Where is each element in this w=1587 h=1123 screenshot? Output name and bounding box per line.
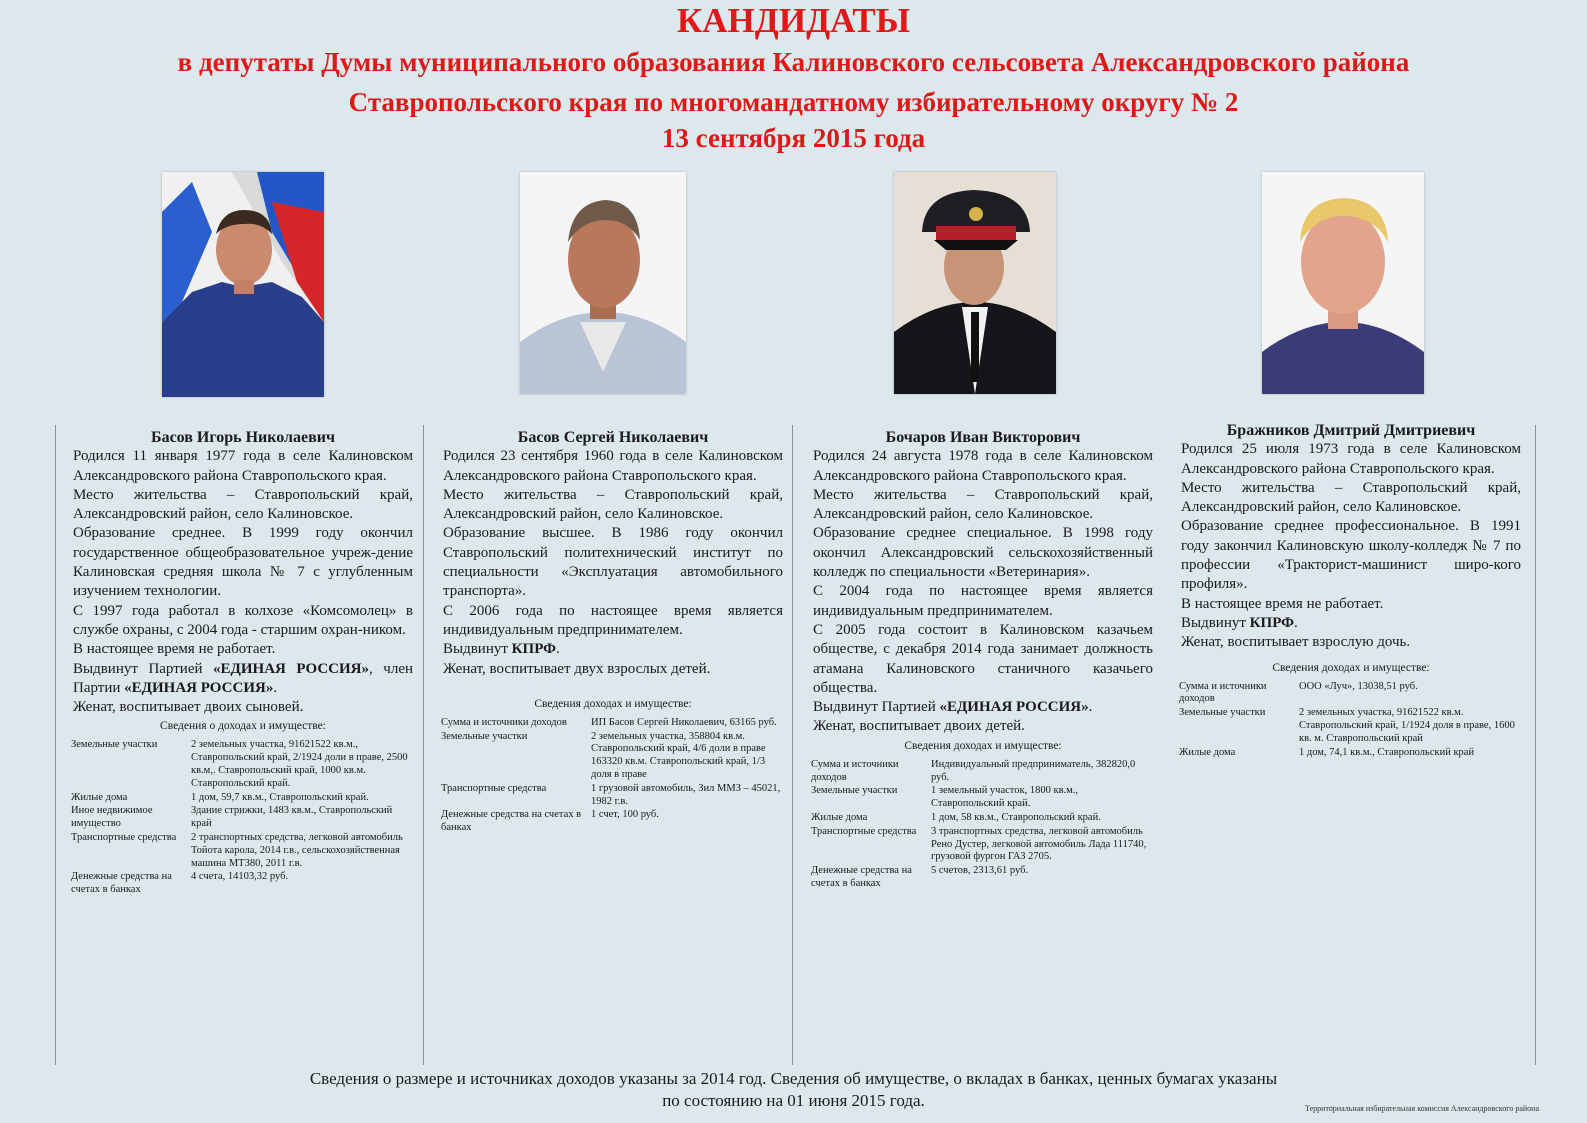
income-row: Жилые дома 1 дом, 58 кв.м., Ставропольский край. <box>811 811 1101 823</box>
income-row: Жилые дома 1 дом, 59,7 кв.м., Ставропольский край. <box>71 791 369 803</box>
income-table <box>441 717 781 836</box>
income-title: Сведения о доходах и имуществе: <box>160 720 326 733</box>
income-row: Сумма и источники доходов ИП Басов Сергей Николаевич, 63165 руб. <box>441 716 777 728</box>
candidate-work: С 2006 года по настоящее время является индивидуальным предпринимателем. <box>443 602 783 638</box>
income-row: Земельные участки 2 земельных участка, 358804 кв.м. Ставропольский край, 4/6 доли в праве 163320 кв.м. Ставропольский край, 1/3 доля в праве <box>441 730 766 781</box>
income-title: Сведения доходах и имуществе: <box>534 697 692 710</box>
candidate-residence: Место жительства – Ставропольский край, Александровский район, село Калиновское. <box>73 486 413 523</box>
income-row: Денежные средства на счетах в банках 5 счетов, 2313,61 руб. <box>811 865 1029 889</box>
candidate-nomination: Выдвинут Партией «ЕДИНАЯ РОССИЯ», член Партии «ЕДИНАЯ РОССИЯ». <box>73 660 413 696</box>
income-row: Транспортные средства 1 грузовой автомобиль, Зил ММЗ – 45021, 1982 г.в. <box>441 782 781 807</box>
income-row: Сумма и источники доходов ООО «Луч», 13038,51 руб. <box>1179 680 1418 705</box>
income-row: Земельные участки 1 земельный участок, 1800 кв.м., Ставропольский край. <box>811 785 1079 810</box>
footer-line1: Сведения о размере и источниках доходов указаны за 2014 год. Сведения об имуществе, о вкладах в банках, ценных бумагах указаны <box>309 1069 1278 1088</box>
candidate-family: Женат, воспитывает двух взрослых детей. <box>443 660 711 677</box>
candidate-education: Образование среднее профессиональное. В 1991 году закончил Калиновскую школу-колледж № 7 по профессии «Тракторист-машинист широ-кого профиля». <box>1181 518 1521 593</box>
poster-subtitle-line1: в депутаты Думы муниципального образования Калиновского сельсовета Александровского района <box>177 47 1410 77</box>
candidate-family: Женат, воспитывает взрослую дочь. <box>1181 634 1411 651</box>
candidate-nomination: Выдвинут КПРФ. <box>443 641 560 658</box>
candidate-name: Бражников Дмитрий Дмитриевич <box>1226 422 1476 439</box>
candidate-photo-2 <box>520 172 686 394</box>
candidate-birth: Родился 24 августа 1978 года в селе Калиновском Александровского района Ставропольского края. <box>813 448 1153 484</box>
candidate-name: Басов Игорь Николаевич <box>150 429 335 446</box>
footer-line2: по состоянию на 01 июня 2015 года. <box>662 1091 925 1110</box>
column-divider <box>1535 425 1536 1065</box>
candidate-name: Басов Сергей Николаевич <box>517 429 709 446</box>
candidate-nomination: Выдвинут КПРФ. <box>1181 614 1298 631</box>
income-row: Денежные средства на счетах в банках 1 счет, 100 руб. <box>441 809 659 834</box>
income-row: Земельные участки 2 земельных участка, 91621522 кв.м. Ставропольский край, 1/1924 доля в праве, 1600 кв. м. Ставропольский край <box>1179 707 1515 744</box>
candidate-nomination: Выдвинут Партией «ЕДИНАЯ РОССИЯ». <box>813 699 1093 716</box>
footer-credit: Территориальная избирательная комиссия Александровского района <box>1305 1104 1539 1113</box>
candidate-birth: Родился 11 января 1977 года в селе Калиновском Александровского района Ставропольского края. <box>73 448 413 484</box>
candidate-card-3 <box>813 428 1153 892</box>
candidate-work: С 2004 года по настоящее время является индивидуальным предпринимателем. <box>813 583 1153 619</box>
income-table <box>71 739 411 898</box>
candidate-work: С 1997 года работал в колхозе «Комсомолец» в службе охраны, с 2004 года - старшим охран-ником. <box>73 602 413 638</box>
candidate-employment: В настоящее время не работает. <box>73 641 276 658</box>
income-row: Транспортные средства 2 транспортных средства, легковой автомобиль Тойота карола, 2014 г.в., сельскохозяйственная машина МТ380, 2011 г.в. <box>71 832 403 869</box>
candidate-education: Образование среднее. В 1999 году окончил государственное общеобразовательное учреж-дение Калиновская средняя школа № 7 с углубленным изучением технологии. <box>73 525 413 600</box>
candidate-education: Образование высшее. В 1986 году окончил Ставропольский политехнический институт по специальности «Эксплуатация автомобильного транспорта». <box>443 525 783 600</box>
candidate-education: Образование среднее специальное. В 1998 году окончил Александровский сельскохозяйственный колледж по специальности «Ветеринария». <box>813 525 1153 581</box>
income-title: Сведения доходах и имуществе: <box>1272 661 1430 674</box>
poster-subtitle-line2: Ставропольского края по многомандатному избирательному округу № 2 <box>348 87 1239 117</box>
income-table <box>811 759 1151 892</box>
candidate-photo-4 <box>1262 172 1424 394</box>
candidate-cossack: С 2005 года состоит в Калиновском казачьем обществе, с декабря 2014 года занимает должность атамана Калиновского станичного казачьего общества. <box>813 621 1153 696</box>
candidate-residence: Место жительства – Ставропольский край, Александровский район, село Калиновское. <box>1181 479 1521 516</box>
income-table <box>1179 681 1519 761</box>
candidate-card-4 <box>1181 421 1521 760</box>
candidate-employment: В настоящее время не работает. <box>1181 595 1384 612</box>
candidate-residence: Место жительства – Ставропольский край, Александровский район, село Калиновское. <box>813 486 1153 523</box>
income-row: Денежные средства на счетах в банках 4 счета, 14103,32 руб. <box>71 871 289 896</box>
column-divider <box>55 425 56 1065</box>
candidate-residence: Место жительства – Ставропольский край, Александровский район, село Калиновское. <box>443 486 783 523</box>
candidate-family: Женат, воспитывает двоих детей. <box>813 718 1025 735</box>
candidate-photo-3 <box>894 172 1056 394</box>
candidate-name: Бочаров Иван Викторович <box>885 429 1081 446</box>
column-divider <box>792 425 793 1065</box>
candidate-card-2 <box>443 428 783 836</box>
income-row: Сумма и источники доходов Индивидуальный предприниматель, 382820,0 руб. <box>811 758 1136 783</box>
income-row: Жилые дома 1 дом, 74,1 кв.м., Ставропольский край <box>1179 746 1475 758</box>
candidate-birth: Родился 23 сентября 1960 года в селе Калиновском Александровского района Ставропольского края. <box>443 448 783 484</box>
election-date: 13 сентября 2015 года <box>661 123 926 153</box>
column-divider <box>423 425 424 1065</box>
income-row: Иное недвижимое имущество Здание стрижки, 1483 кв.м., Ставропольский край <box>71 805 393 830</box>
candidate-birth: Родился 25 июля 1973 года в селе Калиновском Александровского района Ставропольского края. <box>1181 441 1521 477</box>
income-row: Транспортные средства 3 транспортных средства, легковой автомобиль Рено Дустер, легковой автомобиль Лада 111740, грузовой фургон ГАЗ 2705. <box>811 825 1147 863</box>
income-row: Земельные участки 2 земельных участка, 91621522 кв.м., Ставропольский край, 2/1924 доли в праве, 2500 кв.м,. Ставропольский край, 1000 кв.м. Ставропольский край. <box>71 739 408 789</box>
poster-title: КАНДИДАТЫ <box>676 1 911 40</box>
candidate-photo-1 <box>162 172 324 397</box>
candidate-card-1 <box>73 428 413 898</box>
income-title: Сведения доходах и имуществе: <box>904 739 1062 752</box>
candidate-family: Женат, воспитывает двоих сыновей. <box>73 699 304 716</box>
